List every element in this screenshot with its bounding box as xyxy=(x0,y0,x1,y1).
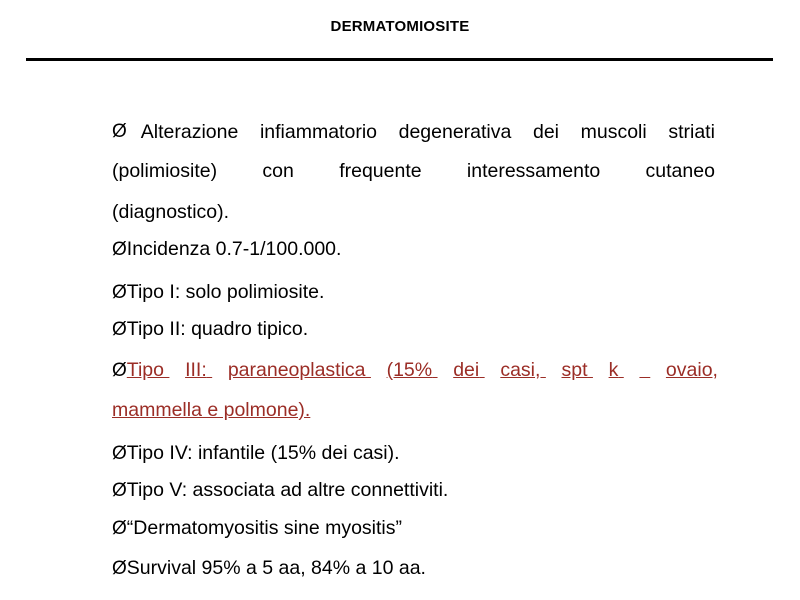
arrow-bullet-icon: Ø xyxy=(112,558,127,579)
bullet-1-word: Alterazione xyxy=(140,121,239,143)
slide-title: DERMATOMIOSITE xyxy=(330,18,470,35)
bullet-9-text: Survival 95% a 5 aa, 84% a 10 aa. xyxy=(126,557,426,579)
bullet-5-link-word[interactable]: Tipo xyxy=(126,359,164,381)
bullet-1-word: con xyxy=(262,160,294,182)
bullet-1-line-1 xyxy=(112,120,715,144)
bullet-5-link-word[interactable]: paraneoplastica xyxy=(227,359,366,381)
bullet-2-text: Incidenza 0.7-1/100.000. xyxy=(126,238,342,260)
bullet-5-link-word[interactable]: k xyxy=(608,359,619,381)
bullet-3 xyxy=(112,280,324,305)
bullet-3-text: Tipo I: solo polimiosite. xyxy=(126,281,325,303)
bullet-4 xyxy=(112,317,308,342)
arrow-bullet-icon: Ø xyxy=(112,282,127,303)
bullet-1-word: degenerativa xyxy=(398,121,512,143)
bullet-1-word: cutaneo xyxy=(645,160,715,182)
bullet-1-word: dei xyxy=(532,121,560,143)
bullet-1-word: infiammatorio xyxy=(259,121,377,143)
bullet-6 xyxy=(112,441,400,466)
bullet-8 xyxy=(112,516,402,541)
bullet-5-line-2[interactable] xyxy=(112,398,310,422)
bullet-1-word: muscoli xyxy=(580,121,647,143)
bullet-5-link-word[interactable]: casi, xyxy=(500,359,541,381)
arrow-bullet-icon: Ø xyxy=(112,360,127,381)
bullet-5-link-text[interactable]: mammella e polmone). xyxy=(112,399,311,421)
bullet-1-word: striati xyxy=(668,121,715,143)
bullet-5-link-word[interactable]: dei xyxy=(453,359,480,381)
bullet-8-text: “Dermatomyositis sine myositis” xyxy=(126,517,402,539)
bullet-1-line-2 xyxy=(112,159,715,183)
arrow-bullet-icon: Ø xyxy=(112,239,127,260)
arrow-bullet-icon: Ø xyxy=(112,518,127,539)
bullet-1-line-3: (diagnostico). xyxy=(112,201,230,223)
bullet-1-word: (polimiosite) xyxy=(112,160,218,182)
arrow-bullet-icon: Ø xyxy=(112,480,127,501)
bullet-7-text: Tipo V: associata ad altre connettiviti. xyxy=(126,479,449,501)
bullet-6-text: Tipo IV: infantile (15% dei casi). xyxy=(126,442,400,464)
bullet-5-underline-gap xyxy=(639,358,650,383)
arrow-bullet-icon: Ø xyxy=(112,443,127,464)
bullet-5-link-word[interactable]: spt xyxy=(561,359,588,381)
bullet-5-link-word[interactable]: (15% xyxy=(386,359,433,381)
bullet-5-link-word[interactable]: III: xyxy=(185,359,207,381)
bullet-7 xyxy=(112,478,448,503)
bullet-9 xyxy=(112,556,426,581)
bullet-5-link-word[interactable]: ovaio, xyxy=(665,359,718,381)
arrow-bullet-icon: Ø xyxy=(112,121,127,142)
title-divider xyxy=(26,58,773,61)
bullet-1-word: frequente xyxy=(339,160,422,182)
bullet-2 xyxy=(112,237,341,262)
bullet-4-text: Tipo II: quadro tipico. xyxy=(126,318,309,340)
bullet-5-line-1[interactable] xyxy=(112,358,718,383)
arrow-bullet-icon: Ø xyxy=(112,319,127,340)
bullet-1-word: interessamento xyxy=(466,160,601,182)
